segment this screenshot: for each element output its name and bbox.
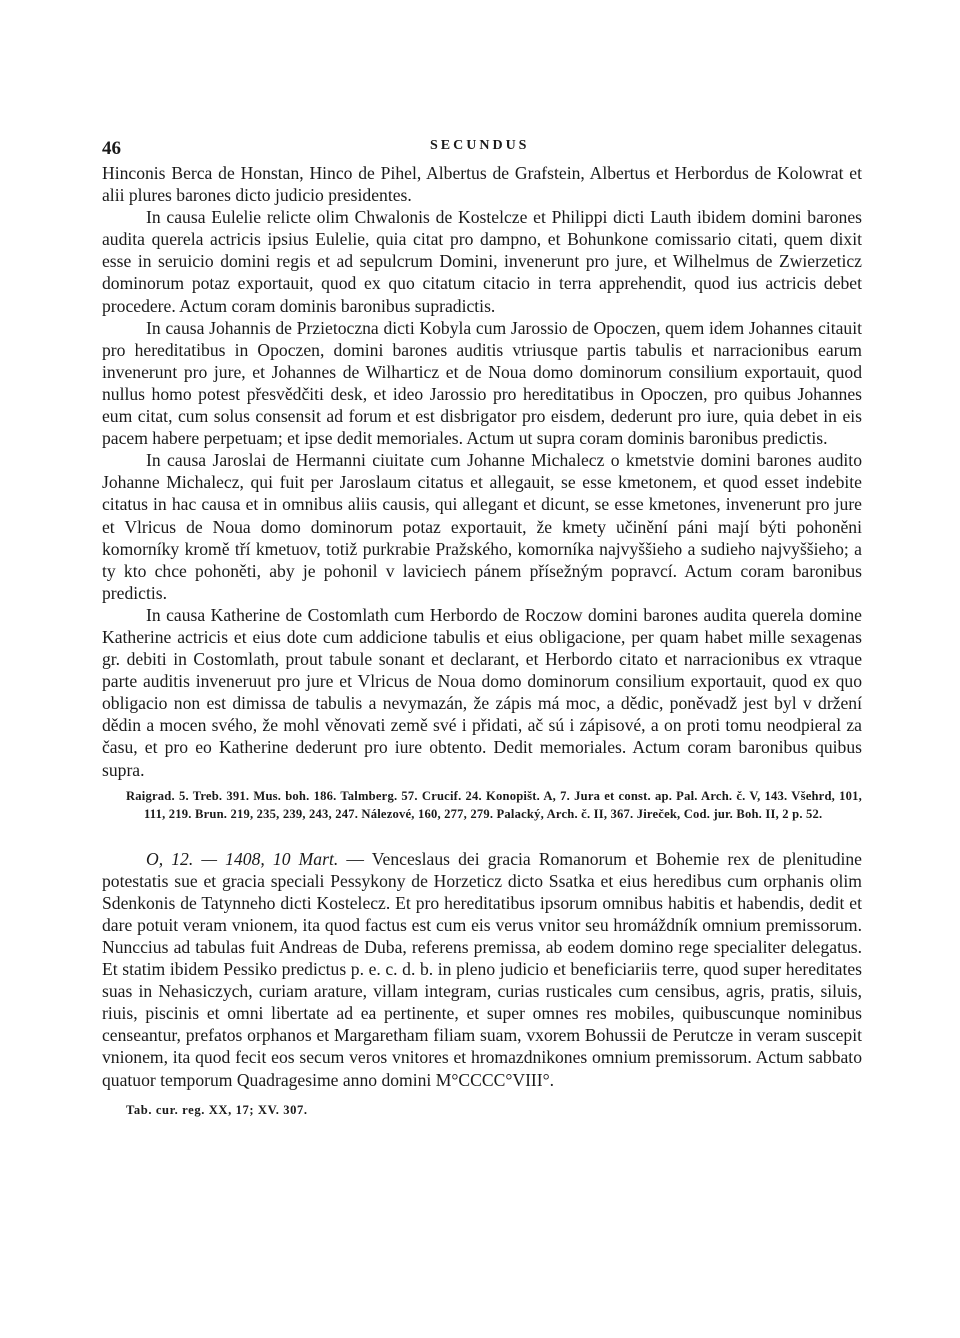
- entry-text: — Venceslaus dei gracia Romanorum et Bohemie rex de plenitudine potestatis sue et gracia speciali Pessykony de Horzeticz dicto Ssatka et eius heredibus cum orphanis olim Sdenkonis de Tatynneho dicti Kostelecz. Et pro hereditatibus ipsorum omnibus habitis et habendis, dedit et dare potuit veram vnionem, ita quod factus est cum eis verus vnitor seu hromáždník omnium premissorum. Nunccius ad tabulas fuit Andreas de Duba, referens premissa, ab eodem domino rege specialiter delegatus. Et statim ibidem Pessiko predictus p. e. c. d. b. in pleno judicio et beneficiariis terre, quod super hereditates suas in Nehasiczych, curiam arature, villam integram, curias rusticales cum censibus, agris, pratis, siluis, riuis, piscinis et omni libertate ad ea pertinente, et super omnes res mobiles, quibuscunque nominibus censeantur, prefatos orphanos et Margaretham filiam suam, vxorem Bohussii de Perutcze in veram suscepit vnionem, ita quod fecit eos secum veros vnitores et hromazdnikones omnium premissorum. Actum sabbato quatuor temporum Quadragesime anno domini M°CCCC°VIII°.: [102, 848, 862, 1090]
- references-second: Tab. cur. reg. XX, 17; XV. 307.: [126, 1102, 308, 1117]
- main-text: [102, 162, 862, 781]
- paragraph-johannes: In causa Johannis de Przietoczna dicti Kobyla cum Jarossio de Opoczen, quem idem Johannes citauit pro hereditatibus in Opoczen, domini barones auditis vtriusque partis tabulis et narracionibus earum invenerunt pro jure, et Johannes de Wilharticz et de Noua domo dominorum consilium exportauit, quod nullus homo potest přesvědčiti desk, et ideo Jarossio pro hereditatibus in Opoczen, pro quibus Johannes eum citat, cum solus consensit ad forum et est disbrigator pro eisdem, dederunt pro iure, quia debet in eis pacem habere perpetuam; et ipse dedit memoriales. Actum ut supra coram dominis baronibus predictis.: [102, 317, 862, 449]
- running-head: SECUNDUS: [430, 138, 530, 153]
- paragraph-jaroslai: In causa Jaroslai de Hermanni ciuitate cum Johanne Michalecz o kmetstvie domini barones audito Johanne Michalecz, qui fuit per Jaroslaum citatus et allegauit, se esse kmetonem, et quod esset indebite citatus in hac causa et in omnibus aliis causis, qui allegant et dicunt, se esse kmetones, invenerunt pro jure et Vlricus de Noua domo dominorum potaz exportauit, že kmety učinění páni mají býti pohoněni komorníky kromě tří kmetuov, totiž purkrabie Pražského, komorníka najvyššieho a sudieho najvyššieho; a ty kto chce pohoněti, aby je pohonil v laviciech pánem přísežným popravcí. Actum coram baronibus predictis.: [102, 450, 862, 603]
- paragraph-eulelie: In causa Eulelie relicte olim Chwalonis de Kostelcze et Philippi dicti Lauth ibidem domini barones audita querela actricis ipsius Eulelie, quia citat pro dampno, et Bohunkone comissario citati, quem dixit esse in seruicio domini regis et ad sepulcrum Domini, invenerunt pro jure, et Wilhelmus de Zwierzeticz dominorum potaz exportauit, quod ex quo citatum citacio in terra apprehendit, quod ius actricis debet procedere. Actum coram dominis baronibus supradictis.: [102, 207, 862, 316]
- document-page: [102, 132, 862, 1131]
- paragraph-katherine: In causa Katherine de Costomlath cum Herbordo de Roczow domini barones audita querela domine Katherine actricis et eius dote cum addicione tabulis et eius obligacione, per quam habet mille sexagenas gr. debiti in Costomlath, prout tabule sonant et declarant, et Herbordo citato et narracionibus ex vtraque parte auditis inveneruut pro jure et Vlricus de Noua domo dominorum consilium exportauit, quod ex quo obligacio non est dimissa de tabulis a nevymazán, že zápis má moc, a dědic, poněvadž jest byl v držení dědin a mocen svého, že mohl věnovati země své i přidati, ač sú i zápisové, a on proti tomu neodpieral za času, et pro eo Katherine dederunt pro iure obtento. Dedit memoriales. Actum coram baronibus quibus supra.: [102, 604, 862, 780]
- entry-o12: [102, 848, 862, 1091]
- paragraph-intro: Hinconis Berca de Honstan, Hinco de Pihel, Albertus de Grafstein, Albertus et Herbordus de Kolowrat et alii plures barones dicto judicio presidentes.: [102, 163, 862, 206]
- entry-paragraph: [102, 848, 862, 1091]
- references-first: Raigrad. 5. Treb. 391. Mus. boh. 186. Talmberg. 57. Crucif. 24. Konopišt. A, 7. Jura et const. ap. Pal. Arch. č. V, 143. Všehrd, 101, 111, 219. Brun. 219, 235, 239, 243, 247. Nálezové, 160, 277, 279. Palacký, Arch. č. II, 367. Jireček, Cod. jur. Boh. II, 2 p. 52.: [126, 788, 862, 822]
- page-number: 46: [102, 138, 121, 159]
- page-header: [102, 132, 862, 162]
- entry-label: O, 12. — 1408, 10 Mart.: [146, 848, 339, 869]
